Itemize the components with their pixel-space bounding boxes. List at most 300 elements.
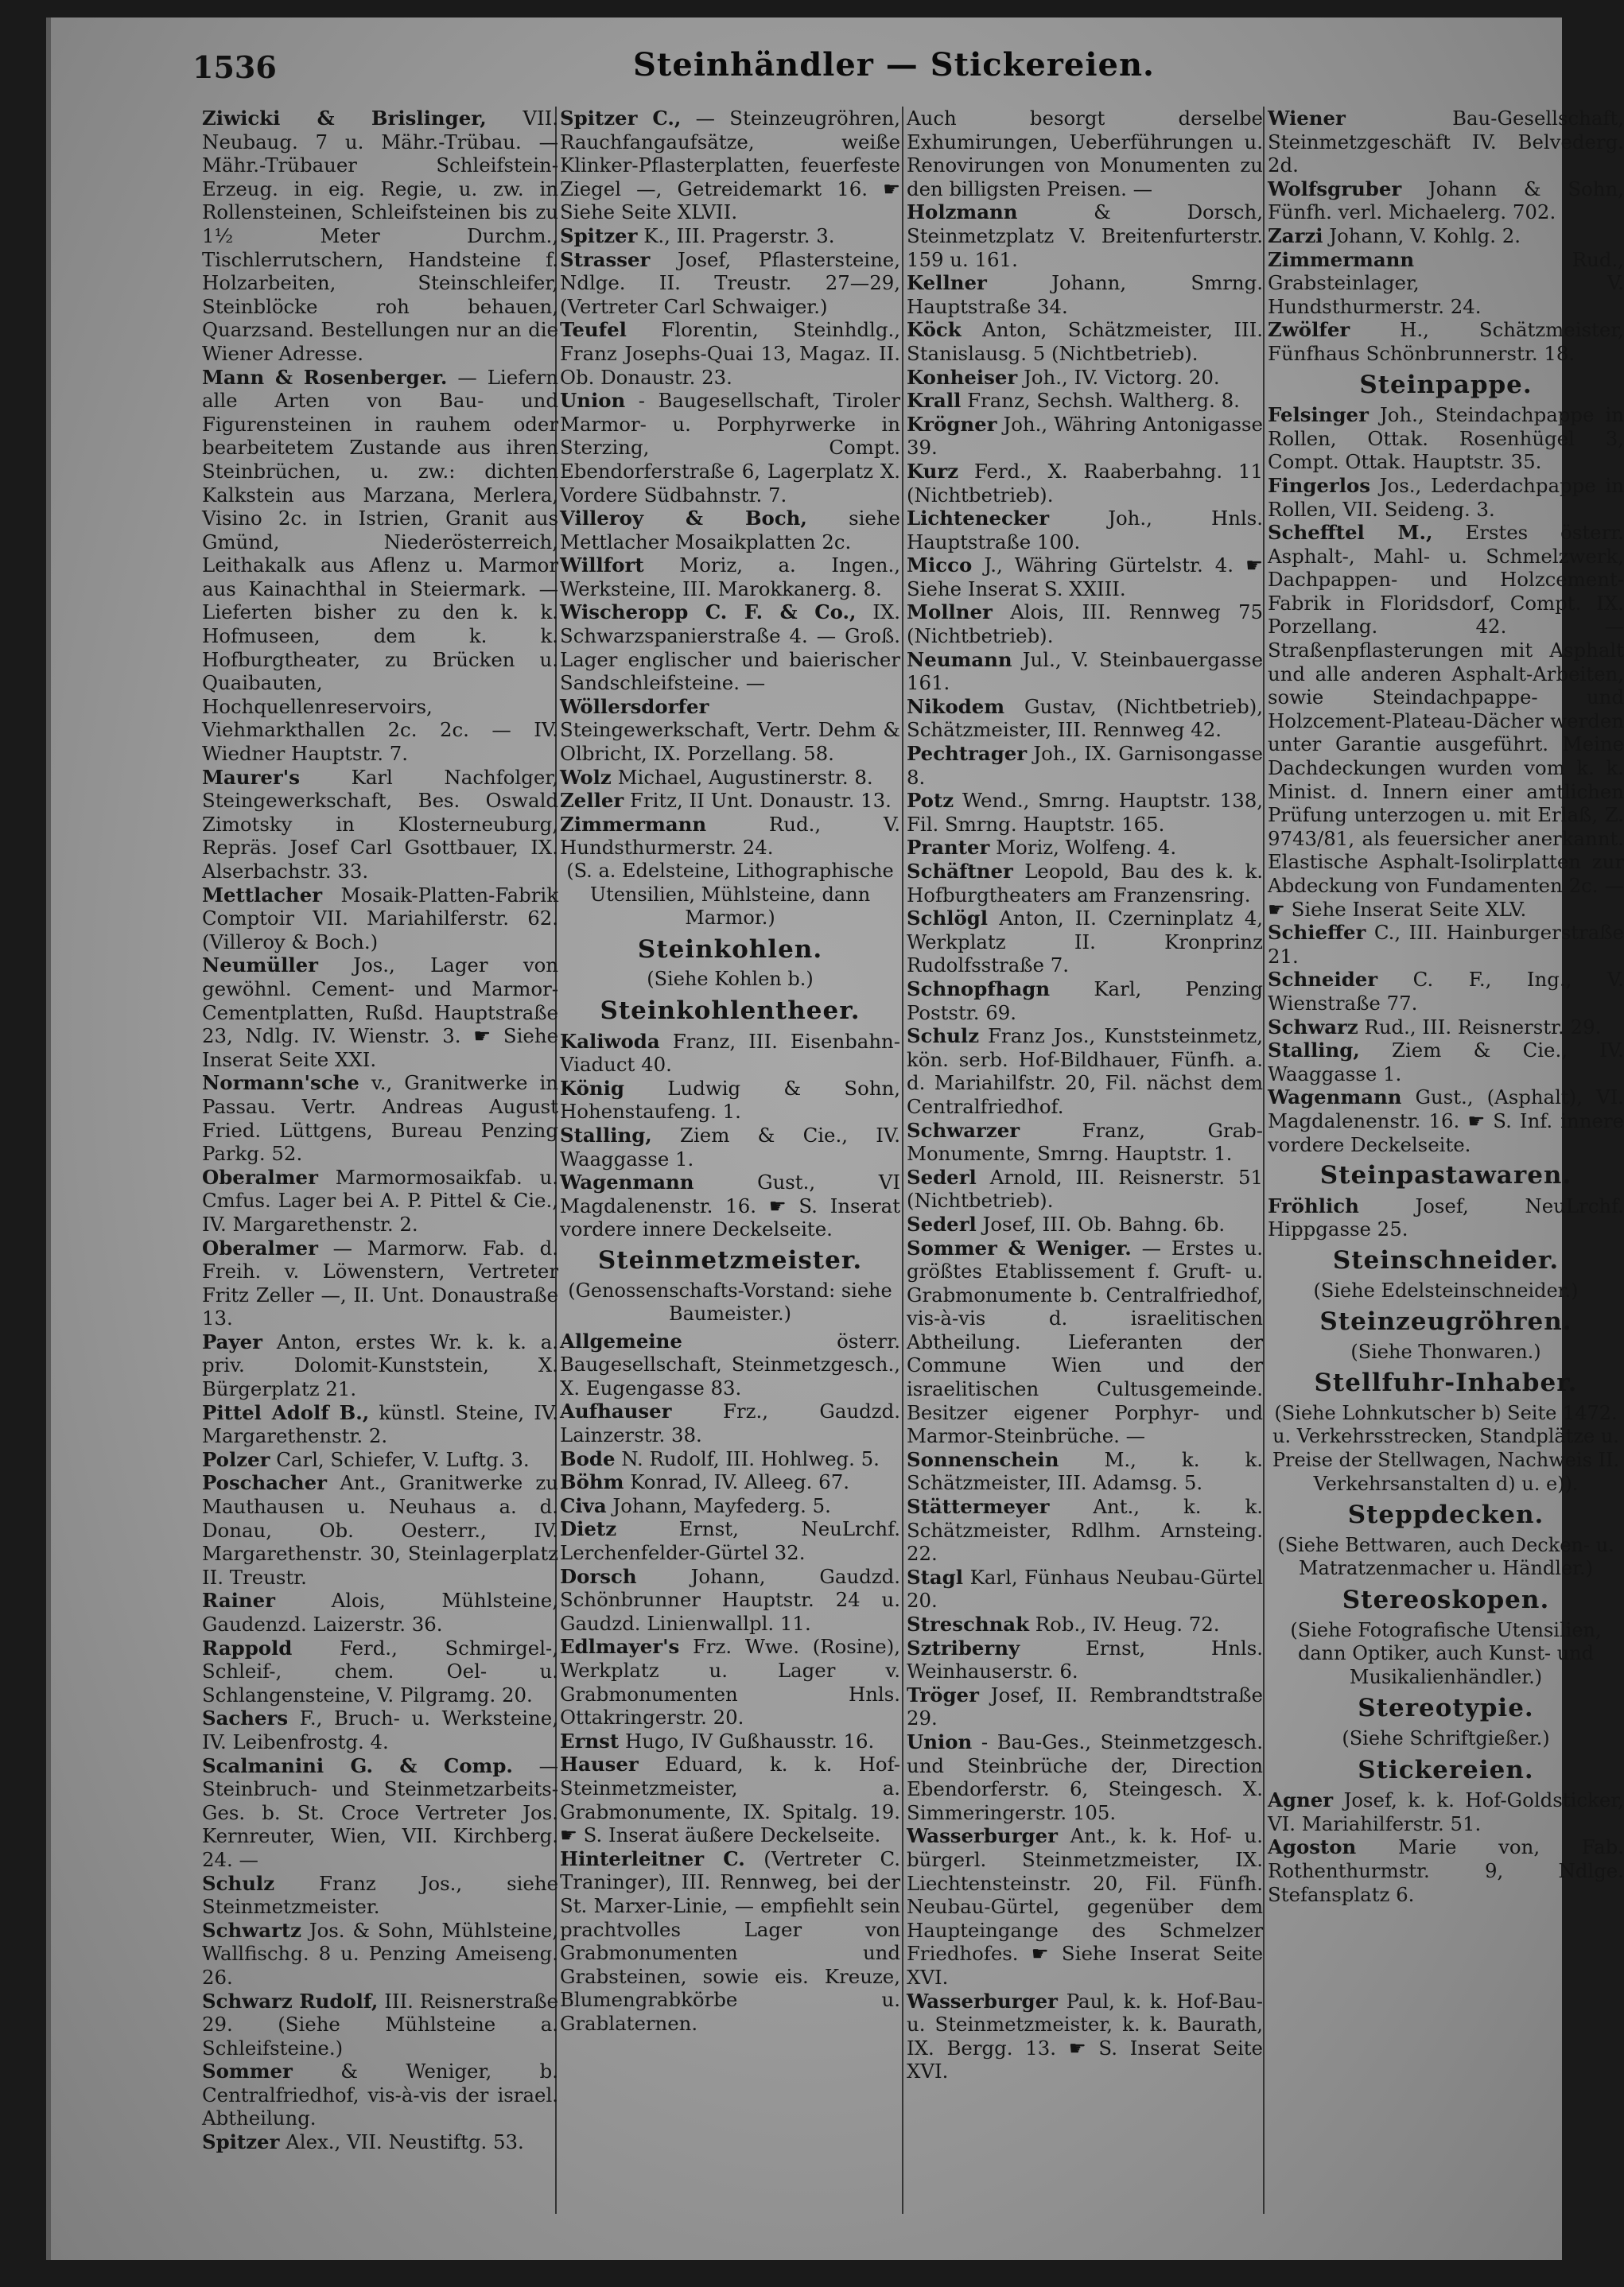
directory-entry [907, 1495, 1263, 1566]
entry-text: Jos., Lederdachpappe in Rollen, VII. Seideng. 3. [1268, 473, 1624, 521]
entry-text: IX. Schwarzspanierstraße 4. — Groß. Lager englischer und baierischer Sandschleifsteine. — [560, 600, 900, 695]
directory-entry [560, 1077, 900, 1124]
directory-entry [202, 1872, 558, 1919]
directory-entry [560, 318, 900, 389]
entry-text: Marie von, Fab. Rothenthurmstr. 9, Ndlge. Stefansplatz 6. [1268, 1835, 1624, 1906]
section-heading: Steinpastawaren. [1319, 1161, 1572, 1190]
entry-text: C. F., Ing., V. Wienstraße 77. [1268, 968, 1624, 1015]
entry-text: Ludwig & Sohn, Hohenstaufeng. 1. [560, 1076, 900, 1124]
entry-text: Gust., VI Magdalenenstr. 16. ☛ S. Inserat vordere innere Deckelseite. [560, 1171, 900, 1241]
directory-entry [560, 1171, 900, 1241]
directory-entry [560, 389, 900, 507]
entry-name: Polzer [202, 1447, 270, 1471]
section-heading: Steinkohlen. [637, 934, 823, 964]
directory-entry [907, 1990, 1263, 2083]
directory-entry [907, 907, 1263, 977]
directory-entry [560, 600, 900, 694]
directory-entry [907, 553, 1263, 600]
entry-text: Jos., Lager von gewöhnl. Cement- und Marmor-Cementplatten, Rußd. Hauptstraße 23, Ndlg. IV. Wienstr. 3. ☛ Siehe Inserat Seite XXI. [202, 953, 558, 1071]
entry-text: Anton, erstes Wr. k. k. a. priv. Dolomit-Kunststein, X. Bürgerplatz 21. [202, 1330, 558, 1401]
entry-name: Wöllersdorfer [560, 694, 709, 718]
directory-entry [202, 1754, 558, 1872]
directory-entry [1268, 921, 1624, 968]
entry-text: Carl, Schiefer, V. Luftg. 3. [276, 1447, 530, 1471]
entry-text: Josef, NeuLrchf. Hippgasse 25. [1268, 1194, 1624, 1241]
directory-entry [1268, 968, 1624, 1015]
entry-name: Sonnenschein [907, 1447, 1059, 1471]
directory-entry [560, 1124, 900, 1171]
directory-entry [1268, 107, 1624, 177]
cross-reference: (S. a. Edelsteine, Lithographische Utensilien, Mühlsteine, dann Marmor.) [566, 860, 894, 930]
section-heading: Stereoskopen. [1342, 1586, 1550, 1615]
entry-text: Johann, Gaudzd. Schönbrunner Hauptstr. 24 u. Gaudzd. Linienwallpl. 11. [560, 1564, 900, 1635]
entry-text: Ernst, NeuLrchf. Lerchenfelder-Gürtel 32. [560, 1517, 900, 1565]
entry-name: Allgemeine [560, 1329, 682, 1353]
entry-name: Kellner [907, 271, 987, 295]
page-number: 1536 [192, 49, 277, 85]
directory-entry [560, 1447, 900, 1471]
entry-text: Johann, V. Kohlg. 2. [1329, 223, 1521, 247]
directory-entry [907, 648, 1263, 695]
entry-text: Hugo, IV Gußhausstr. 16. [624, 1729, 875, 1753]
directory-entry [907, 460, 1263, 507]
directory-entry [907, 1237, 1263, 1448]
directory-entry [1268, 1039, 1624, 1085]
entry-name: Zwölfer [1268, 318, 1350, 342]
entry-name: Konheiser [907, 365, 1018, 389]
entry-text: Ant., k. k. Hof- u. bürgerl. Steinmetzmeister, IX. Liechtensteinstr. 20, Fil. Fünfh. Neubau-Gürtel, gegenüber dem Haupteingange des Schmelzer Friedhofes. ☛ Siehe Inserat Seite XVI. [907, 1824, 1263, 1989]
entry-name: Wolfsgruber [1268, 177, 1402, 200]
entry-name: Sachers [202, 1707, 289, 1730]
entry-text: Konrad, IV. Alleeg. 67. [630, 1470, 849, 1494]
directory-entry [1268, 1015, 1624, 1039]
directory-entry [907, 1824, 1263, 1989]
entry-name: Dorsch [560, 1564, 637, 1588]
directory-entry [1268, 521, 1624, 921]
entry-text: F., Bruch- u. Werksteine, IV. Leibenfrostg. 4. [202, 1707, 558, 1753]
entry-text: Joh., Steindachpappe in Rollen, Ottak. Rosenhügel 3, Compt. Ottak. Hauptstr. 35. [1268, 403, 1624, 474]
section-heading: Steinschneider. [1332, 1245, 1560, 1275]
cross-reference: (Siehe Lohnkutscher b) Seite 1472. u. Verkehrsstrecken, Standplätze u. Preise der Stellwagen, Nachweis II. Verkehrsanstalten d) u. e)). [1272, 1401, 1620, 1495]
directory-entry [560, 1753, 900, 1846]
entry-continuation: Auch besorgt derselbe Exhumirungen, Ueberführungen u. Renovirungen von Monumenten zu den billigsten Preisen. — [907, 107, 1263, 200]
directory-entry [907, 1683, 1263, 1730]
directory-entry [560, 107, 900, 224]
entry-name: Dietz [560, 1517, 617, 1541]
directory-entry [907, 1024, 1263, 1118]
directory-entry [1268, 1835, 1624, 1906]
directory-entry [1268, 318, 1624, 365]
entry-name: Schneider [1268, 968, 1378, 992]
entry-name: Sederl [907, 1212, 977, 1236]
entry-text: Ziem & Cie., IV. Waaggasse 1. [560, 1123, 900, 1171]
entry-text: III. Reisnerstraße 29. (Siehe Mühlsteine a. Schleifsteine.) [202, 1989, 558, 2060]
directory-entry [202, 107, 558, 366]
section-heading: Steinzeugröhren. [1319, 1307, 1572, 1337]
entry-text: Mosaik-Platten-Fabrik Comptoir VII. Mariahilferstr. 62. (Villeroy & Boch.) [202, 883, 558, 953]
entry-name: Stagl [907, 1565, 964, 1589]
entry-text: H., Schätzmeister, Fünfhaus Schönbrunnerstr. 18. [1268, 318, 1624, 365]
entry-text: Moriz, Wolfeng. 4. [996, 836, 1177, 860]
directory-entry [560, 1517, 900, 1564]
entry-text: N. Rudolf, III. Hohlweg. 5. [621, 1446, 880, 1470]
entry-text: siehe Mettlacher Mosaikplatten 2c. [560, 507, 900, 553]
directory-entry [560, 1635, 900, 1729]
entry-name: Sommer & Weniger. [907, 1236, 1132, 1260]
directory-entry [202, 1471, 558, 1589]
entry-text: M., k. k. Schätzmeister, III. Adamsg. 5. [907, 1447, 1263, 1495]
entry-name: Mann & Rosenberger. [202, 365, 448, 389]
entry-name: Krögner [907, 412, 997, 436]
directory-entry [1268, 1788, 1624, 1835]
entry-text: Ferd., Schmirgel-, Schleif-, chem. Oel- u. Schlangensteine, V. Pilgramg. 20. [202, 1636, 558, 1707]
directory-entry [907, 318, 1263, 365]
entry-text: (Vertreter C. Traninger), III. Rennweg, bei der St. Marxer-Linie, — empfiehlt sein prachtvolles Lager von Grabmonumenten und Grabsteinen, sowie eis. Kreuze, Blumengrabkörbe u. Grablaternen. [560, 1846, 900, 2035]
cross-reference: (Siehe Edelsteinschneider.) [1313, 1279, 1579, 1302]
entry-text: Franz Jos., Kunststeinmetz, kön. serb. Hof-Bildhauer, Fünfh. a. d. Mariahilfstr. 20, Fil. nächst dem Centralfriedhof. [907, 1024, 1263, 1118]
entry-name: Ernst [560, 1729, 620, 1753]
directory-entry [907, 742, 1263, 789]
entry-text: — Steinzeugröhren, Rauchfangaufsätze, weiße Klinker-Pflasterplatten, feuerfeste Ziegel —, Getreidemarkt 16. ☛ Siehe Seite XLVII. [560, 107, 900, 224]
entry-name: Felsinger [1268, 403, 1369, 427]
entry-name: Schwarzer [907, 1118, 1020, 1142]
cross-reference: (Siehe Bettwaren, auch Decken- u. Matratzenmacher u. Händler.) [1277, 1533, 1614, 1580]
directory-entry [1268, 177, 1624, 224]
directory-entry [202, 1637, 558, 1707]
directory-entry [202, 1919, 558, 1990]
entry-text: Joh., IV. Victorg. 20. [1024, 365, 1220, 389]
entry-text: Franz, Sechsh. Waltherg. 8. [967, 389, 1240, 413]
entry-name: Wagenmann [1268, 1085, 1402, 1109]
entry-text: Johann & Sohn, Fünfh. verl. Michaelerg. 702. [1268, 177, 1624, 224]
directory-entry [1268, 224, 1624, 248]
directory-entry [907, 1119, 1263, 1166]
entry-text: Franz Jos., siehe Steinmetzmeister. [202, 1871, 558, 1919]
entry-name: Wiener [1268, 107, 1346, 130]
entry-text: Gust., (Asphalt), VI. Magdalenenstr. 16. ☛ S. Inf. innere vordere Deckelseite. [1268, 1085, 1624, 1156]
entry-text: Jul., V. Steinbauergasse 161. [907, 647, 1263, 695]
entry-name: Kurz [907, 459, 959, 483]
entry-name: Edlmayer's [560, 1635, 680, 1659]
section-heading: Steinmetzmeister. [597, 1245, 863, 1275]
entry-name: Schieffer [1268, 921, 1366, 945]
directory-entry [907, 1613, 1263, 1637]
entry-name: Schwarz Rudolf, [202, 1989, 379, 2013]
entry-text: Anton, Schätzmeister, III. Stanislausg. 5 (Nichtbetrieb). [907, 318, 1263, 365]
entry-name: Willfort [560, 553, 644, 577]
entry-text: Paul, k. k. Hof-Bau- u. Steinmetzmeister, k. k. Baurath, IX. Bergg. 13. ☛ S. Inserat Seite XVI. [907, 1989, 1263, 2083]
cross-reference: (Siehe Fotografische Utensilien, dann Optiker, auch Kunst- und Musikalienhändler.) [1290, 1618, 1602, 1688]
entry-name: Strasser [560, 247, 651, 271]
entry-text: Steingewerkschaft, Vertr. Dehm & Olbricht, IX. Porzellang. 58. [560, 718, 900, 766]
entry-text: Joh., Währing Antonigasse 39. [907, 412, 1263, 460]
entry-name: Stättermeyer [907, 1495, 1050, 1519]
entry-name: Holzmann [907, 200, 1018, 224]
entry-name: Wischeropp C. F. & Co., [560, 600, 857, 624]
cross-reference: (Siehe Kohlen b.) [647, 968, 814, 991]
entry-name: Rainer [202, 1589, 276, 1613]
directory-entry [560, 695, 900, 766]
directory-entry [202, 1990, 558, 2060]
entry-name: Zimmermann [560, 812, 707, 836]
entry-name: Schnopfhagn [907, 977, 1051, 1000]
entry-text: Michael, Augustinerstr. 8. [617, 765, 873, 789]
column-3 [907, 107, 1263, 2254]
entry-name: Micco [907, 553, 973, 577]
entry-name: Schlögl [907, 907, 989, 930]
directory-entry [907, 836, 1263, 860]
directory-entry [202, 1071, 558, 1165]
entry-name: Spitzer C., [560, 107, 682, 130]
entry-name: Agoston [1268, 1835, 1357, 1859]
directory-entry [560, 1030, 900, 1077]
entry-text: Alois, III. Rennweg 75 (Nichtbetrieb). [907, 600, 1263, 648]
directory-entry [202, 1448, 558, 1472]
entry-name: Schäftner [907, 860, 1013, 883]
entry-text: Jos. & Sohn, Mühlsteine, Wallfischg. 8 u. Penzing Ameiseng. 26. [202, 1918, 558, 1989]
directory-entry [1268, 403, 1624, 474]
entry-text: Johann, Mayfederg. 5. [612, 1493, 831, 1517]
entry-text: Karl, Penzing Poststr. 69. [907, 977, 1263, 1024]
entry-text: Karl, Fünhaus Neubau-Gürtel 20. [907, 1565, 1263, 1613]
cross-reference: (Siehe Thonwaren.) [1350, 1340, 1541, 1363]
section-heading: Stickereien. [1358, 1755, 1534, 1784]
directory-entry [560, 1470, 900, 1494]
entry-text: Joh., Hnls. Hauptstraße 100. [907, 507, 1263, 553]
entry-text: Marmormosaikfab. u. Cmfus. Lager bei A. P. Pittel & Cie., IV. Margarethenstr. 2. [202, 1165, 558, 1236]
directory-entry [1268, 248, 1624, 319]
entry-name: Bode [560, 1446, 616, 1470]
entry-name: Oberalmer [202, 1236, 318, 1260]
directory-entry [202, 953, 558, 1071]
directory-entry [202, 1237, 558, 1330]
entry-text: v., Granitwerke in Passau. Vertr. Andreas August Fried. Lüttgens, Bureau Penzing Parkg. 52. [202, 1071, 558, 1166]
entry-name: Civa [560, 1493, 607, 1517]
directory-entry [560, 1400, 900, 1446]
entry-text: Josef, Pflastersteine, Ndlge. II. Treustr. 27—29, (Vertreter Carl Schwaiger.) [560, 247, 900, 318]
entry-text: — Liefern alle Arten von Bau- und Figurensteinen in rauhem oder bearbeitetem Zustande aus ihren Steinbrüchen, u. zw.: dichten Kalkstein aus Marzana, Merlera, Visino 2c. in Istrien, Granit aus Gmünd, Niederösterreich, Leithakalk aus Aflenz u. Marmor aus Kainachthal in Steiermark. — Lieferten bisher zu den k. k. Hofmuseen, dem k. k. Hofburgtheater, zu Brücken u. Quaibauten, Hochquellenreservoirs, Viehmarkthallen 2c. 2c. — IV. Wiedner Hauptstr. 7. [202, 365, 558, 766]
entry-text: Bau-Gesellschaft, Steinmetzgeschäft IV. Belvederg. 2d. [1268, 107, 1624, 177]
directory-entry [560, 1494, 900, 1518]
entry-name: Maurer's [202, 765, 300, 789]
entry-name: Mettlacher [202, 883, 323, 907]
directory-entry [560, 1847, 900, 2036]
entry-text: Josef, k. k. Hof-Goldsticker, VI. Mariahilferstr. 51. [1268, 1788, 1624, 1835]
entry-text: Erstes österr. Asphalt-, Mahl- u. Schmelzwerk, Dachpappen- und Holzcement-Fabrik in Floridsdorf, Compt. IX. Porzellang. 42. — Straßenpflasterungen mit Asphalt und alle anderen Asphalt-Arbeiten, sowie Steindachpappe- und Holzcement-Plateau-Dächer werden unter Garantie ausgeführt. Meine Dachdeckungen wurden vom k. k. Minist. d. Innern einer amtlichen Prüfung unterzogen u. mit Erlaß, Z. 9743/81, als feuersicher anerkannt. Elastische Asphalt-Isolirplatten zur Abdeckung von Fundamenten 2c. — ☛ Siehe Inserat Seite XLV. [1268, 521, 1624, 921]
running-head: Steinhändler — Stickereien. [633, 46, 1155, 83]
entry-name: Mollner [907, 600, 993, 624]
entry-name: Hinterleitner C. [560, 1846, 745, 1870]
directory-entry [907, 600, 1263, 647]
entry-text: Rud., Grabsteinlager, V. Hundsthurmerstr. 24. [1268, 247, 1624, 318]
section-heading: Steppdecken. [1347, 1501, 1544, 1530]
entry-text: Ernst, Hnls. Weinhauserstr. 6. [907, 1636, 1263, 1683]
entry-text: Alois, Mühlsteine, Gaudenzd. Laizerstr. 36. [202, 1589, 558, 1636]
entry-name: Sommer [202, 2060, 293, 2083]
entry-text: Leopold, Bau des k. k. Hofburgtheaters am Franzensring. [907, 860, 1263, 907]
directory-page [46, 17, 1624, 2260]
directory-entry [560, 789, 900, 813]
entry-name: Normann'sche [202, 1071, 359, 1095]
directory-entry [907, 1448, 1263, 1495]
column-2 [560, 107, 900, 2254]
directory-entry [202, 1330, 558, 1401]
directory-entry [560, 1730, 900, 1753]
directory-entry [907, 1730, 1263, 1824]
directory-entry [560, 507, 900, 553]
entry-text: & Dorsch, Steinmetzplatz V. Breitenfurterstr. 159 u. 161. [907, 200, 1263, 271]
directory-entry [202, 2130, 558, 2154]
entry-name: Schwarz [1268, 1015, 1358, 1039]
entry-text: Frz. Wwe. (Rosine), Werkplatz u. Lager v. Grabmonumenten Hnls. Ottakringerstr. 20. [560, 1635, 900, 1730]
entry-text: österr. Baugesellschaft, Steinmetzgesch., X. Eugengasse 83. [560, 1329, 900, 1400]
entry-name: Aufhauser [560, 1400, 672, 1423]
entry-name: Sztriberny [907, 1636, 1020, 1660]
entry-name: Rappold [202, 1636, 293, 1660]
entry-name: Wagenmann [560, 1171, 694, 1194]
directory-entry [202, 1707, 558, 1753]
directory-entry [907, 271, 1263, 318]
directory-entry [907, 789, 1263, 836]
entry-name: Spitzer [202, 2130, 280, 2154]
section-heading: Steinpappe. [1359, 370, 1533, 399]
entry-name: Fingerlos [1268, 473, 1371, 497]
directory-entry [202, 766, 558, 883]
entry-text: Johann, Smrng. Hauptstraße 34. [907, 271, 1263, 318]
directory-entry [202, 883, 558, 954]
column-1 [202, 107, 558, 2254]
column-rule [902, 107, 903, 2214]
entry-name: Wasserburger [907, 1989, 1058, 2013]
directory-entry [907, 1213, 1263, 1237]
entry-text: Rud., III. Reisnerstr. 29. [1364, 1015, 1602, 1039]
entry-name: Teufel [560, 318, 627, 342]
section-heading: Steinkohlentheer. [600, 996, 861, 1025]
entry-text: Frz., Gaudzd. Lainzerstr. 38. [560, 1400, 900, 1447]
entry-text: J., Währing Gürtelstr. 4. ☛ Siehe Inserat S. XXIII. [907, 553, 1263, 600]
entry-name: Krall [907, 389, 962, 413]
directory-entry [560, 1330, 900, 1400]
entry-text: Ziem & Cie., IV. Waaggasse 1. [1268, 1039, 1624, 1085]
column-4 [1268, 107, 1624, 2254]
directory-entry [560, 553, 900, 600]
column-rule [1263, 107, 1265, 2214]
entry-text: Gustav, (Nichtbetrieb), Schätzmeister, III. Rennweg 42. [907, 694, 1263, 742]
entry-name: Schulz [907, 1024, 980, 1048]
entry-name: Poschacher [202, 1471, 328, 1495]
entry-name: Kaliwoda [560, 1029, 660, 1053]
directory-entry [907, 695, 1263, 742]
entry-text: - Baugesellschaft, Tiroler Marmor- u. Porphyrwerke in Sterzing, Compt. Ebendorferstraße 6, Lagerplatz X. Vordere Südbahnstr. 7. [560, 389, 900, 507]
entry-text: Karl Nachfolger, Steingewerkschaft, Bes. Oswald Zimotsky in Klosterneuburg, Repräs. Josef Carl Gsottbauer, IX. Alserbachstr. 33. [202, 765, 558, 883]
entry-text: Rob., IV. Heug. 72. [1035, 1613, 1220, 1636]
entry-text: — Steinbruch- und Steinmetzarbeits-Ges. b. St. Croce Vertreter Jos. Kernreuter, Wien, VII. Kirchberg. 24. — [202, 1753, 558, 1871]
entry-name: Villeroy & Boch, [560, 507, 807, 530]
entry-name: Stalling, [560, 1123, 652, 1147]
section-heading: Stellfuhr-Inhaber. [1314, 1369, 1578, 1398]
entry-name: Pittel Adolf B., [202, 1400, 370, 1424]
entry-name: Sederl [907, 1165, 977, 1189]
directory-entry [560, 224, 900, 248]
directory-entry [907, 977, 1263, 1024]
entry-text: Wend., Smrng. Hauptstr. 138, Fil. Smrng. Hauptstr. 165. [907, 789, 1263, 836]
entry-name: Neumüller [202, 953, 318, 977]
directory-entry [907, 507, 1263, 553]
entry-text: künstl. Steine, IV. Margarethenstr. 2. [202, 1400, 558, 1448]
entry-name: Union [560, 389, 626, 413]
directory-entry [202, 1401, 558, 1448]
entry-name: Spitzer [560, 223, 638, 247]
entry-name: Köck [907, 318, 962, 342]
entry-name: Neumann [907, 647, 1012, 671]
entry-text: Franz, III. Eisenbahn-Viaduct 40. [560, 1029, 900, 1077]
directory-entry [907, 413, 1263, 460]
directory-entry [202, 1166, 558, 1237]
entry-name: Scalmanini G. & Comp. [202, 1753, 513, 1777]
entry-name: Stalling, [1268, 1039, 1360, 1062]
entry-name: Schulz [202, 1871, 275, 1895]
entry-name: König [560, 1076, 624, 1100]
entry-name: Zeller [560, 789, 624, 813]
entry-name: Union [907, 1730, 973, 1753]
entry-name: Schefftel M., [1268, 521, 1433, 545]
entry-text: Ant., Granitwerke zu Mauthausen u. Neuhaus a. d. Donau, Ob. Oesterr., IV. Margarethenstr. 30, Steinlagerplatz II. Treustr. [202, 1471, 558, 1589]
entry-name: Streschnak [907, 1613, 1030, 1636]
entry-name: Payer [202, 1330, 263, 1353]
entry-text: Joh., IX. Garnisongasse 8. [907, 742, 1263, 789]
directory-entry [907, 1566, 1263, 1613]
entry-text: Ant., k. k. Schätzmeister, Rdlhm. Arnsteing. 22. [907, 1495, 1263, 1566]
entry-name: Zimmermann [1268, 247, 1415, 271]
entry-text: — Erstes u. größtes Etablissement f. Gruft- u. Grabmonumente b. Centralfriedhof, vis-à-vis d. israelitischen Abtheilung. Lieferanten der Commune Wien und der israelitischen Cultusgemeinde. Besitzer eigener Porphyr- und Marmor-Steinbrüche. — [907, 1236, 1263, 1448]
entry-text: - Bau-Ges., Steinmetzgesch. und Steinbrüche der, Direction Ebendorferstr. 6, Steingesch. X. Simmeringerstr. 105. [907, 1730, 1263, 1824]
directory-entry [560, 813, 900, 860]
entry-name: Tröger [907, 1683, 979, 1707]
directory-entry [202, 2060, 558, 2130]
entry-text: Alex., VII. Neustiftg. 53. [286, 2130, 524, 2154]
entry-name: Oberalmer [202, 1165, 318, 1189]
entry-name: Potz [907, 789, 954, 813]
entry-text: Florentin, Steinhdlg., Franz Josephs-Quai 13, Magaz. II. Ob. Donaustr. 23. [560, 318, 900, 389]
directory-entry [560, 766, 900, 790]
directory-entry [1268, 1194, 1624, 1241]
entry-name: Nikodem [907, 694, 1005, 718]
entry-text: C., III. Hainburgerstraße 21. [1268, 921, 1624, 968]
entry-name: Böhm [560, 1470, 624, 1494]
entry-text: & Weniger, b. Centralfriedhof, vis-à-vis der israel. Abtheilung. [202, 2060, 558, 2130]
directory-entry [202, 366, 558, 766]
entry-text: Eduard, k. k. Hof-Steinmetzmeister, a. Grabmonumente, IX. Spitalg. 19. ☛ S. Inserat äußere Deckelseite. [560, 1753, 900, 1847]
entry-text: Rud., V. Hundsthurmerstr. 24. [560, 812, 900, 860]
entry-text: — Marmorw. Fab. d. Freih. v. Löwenstern, Vertreter Fritz Zeller —, II. Unt. Donaustraße 13. [202, 1236, 558, 1330]
entry-text: Moriz, a. Ingen., Werksteine, III. Marokkanerg. 8. [560, 553, 900, 600]
entry-text: Josef, II. Rembrandtstraße 29. [907, 1683, 1263, 1730]
entry-text: Anton, II. Czerninplatz 4, Werkplatz II. Kronprinz Rudolfsstraße 7. [907, 907, 1263, 977]
directory-entry [907, 1166, 1263, 1213]
entry-text: K., III. Pragerstr. 3. [643, 223, 835, 247]
section-heading: Stereotypie. [1358, 1694, 1534, 1723]
directory-entry [907, 389, 1263, 413]
directory-entry [907, 200, 1263, 271]
entry-name: Schwartz [202, 1918, 301, 1942]
entry-text: Arnold, III. Reisnerstr. 51 (Nichtbetrieb). [907, 1165, 1263, 1213]
entry-name: Hauser [560, 1753, 639, 1776]
directory-entry [907, 1637, 1263, 1683]
directory-entry [907, 860, 1263, 907]
entry-text: Josef, III. Ob. Bahng. 6b. [982, 1212, 1226, 1236]
directory-entry [1268, 1085, 1624, 1156]
cross-reference: (Genossenschafts-Vorstand: siehe Baumeister.) [568, 1279, 892, 1326]
